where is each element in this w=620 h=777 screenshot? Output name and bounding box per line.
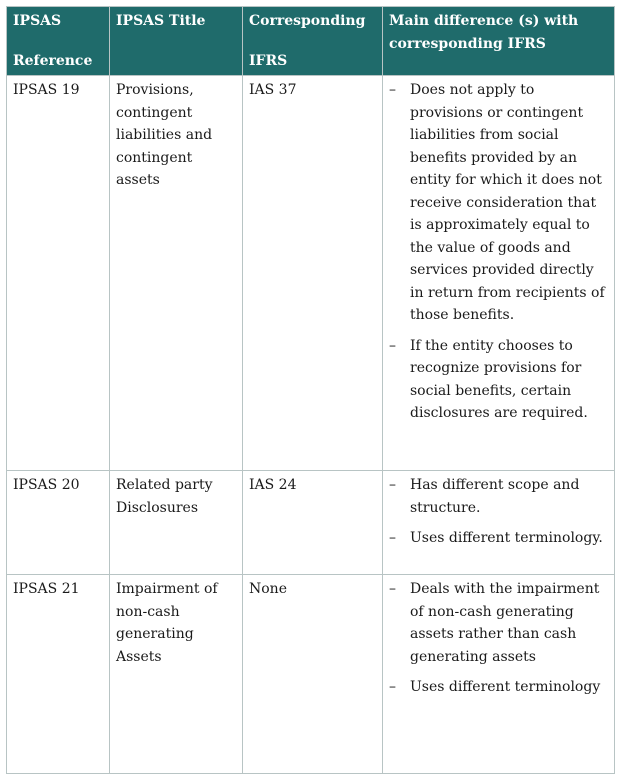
cell-ifrs: IAS 24 xyxy=(243,471,383,575)
dash-bullet: – xyxy=(389,477,396,493)
header-reference-line2: Reference xyxy=(13,53,93,69)
differences-list xyxy=(389,578,608,699)
difference-text: If the entity chooses to recognize provisions for social benefits, certain disclosures are required. xyxy=(410,337,588,421)
cell-differences xyxy=(383,471,615,575)
difference-text: Has different scope and structure. xyxy=(410,477,580,516)
list-item xyxy=(389,474,608,519)
dash-bullet: – xyxy=(389,530,396,546)
dash-bullet: – xyxy=(389,82,396,98)
cell-differences xyxy=(383,76,615,471)
header-ipsas-reference xyxy=(7,7,110,76)
header-row xyxy=(7,7,615,76)
cell-title: Impairment of non-cash generating Assets xyxy=(110,575,243,774)
dash-bullet: – xyxy=(389,581,396,597)
cell-reference: IPSAS 20 xyxy=(7,471,110,575)
table-row xyxy=(7,76,615,471)
dash-bullet: – xyxy=(389,679,396,695)
table-row xyxy=(7,575,615,774)
cell-ifrs: IAS 37 xyxy=(243,76,383,471)
difference-text: Uses different terminology. xyxy=(410,530,603,546)
cell-title: Provisions, contingent liabilities and contingent assets xyxy=(110,76,243,471)
list-item xyxy=(389,335,608,425)
list-item xyxy=(389,79,608,327)
header-ifrs-line2: IFRS xyxy=(249,53,288,69)
list-item xyxy=(389,676,608,699)
header-difference-text: Main difference (s) with corresponding IFRS xyxy=(389,13,579,52)
list-item xyxy=(389,578,608,668)
ipsas-ifrs-comparison-table xyxy=(6,6,615,774)
list-item xyxy=(389,527,608,550)
dash-bullet: – xyxy=(389,337,396,354)
cell-reference: IPSAS 19 xyxy=(7,76,110,471)
cell-differences xyxy=(383,575,615,774)
header-main-difference xyxy=(383,7,615,76)
cell-reference: IPSAS 21 xyxy=(7,575,110,774)
difference-text: Uses different terminology xyxy=(410,679,601,695)
header-corresponding-ifrs xyxy=(243,7,383,76)
cell-title: Related party Disclosures xyxy=(110,471,243,575)
header-title-text: IPSAS Title xyxy=(116,13,206,29)
differences-list xyxy=(389,474,608,550)
difference-text: Does not apply to provisions or contingent liabilities from social benefits provided by an entity for which it does not receive consideration that is approximately equal to the value of goods and services provided directly in return from recipients of those benefits. xyxy=(410,82,605,323)
difference-text: Deals with the impairment of non-cash generating assets rather than cash generating assets xyxy=(410,581,600,665)
header-ipsas-title xyxy=(110,7,243,76)
ipsas-comparison-table-wrapper xyxy=(6,6,615,774)
differences-list xyxy=(389,79,608,425)
table-row xyxy=(7,471,615,575)
header-reference-line1: IPSAS xyxy=(13,13,62,29)
header-ifrs-line1: Corresponding xyxy=(249,13,366,29)
cell-ifrs: None xyxy=(243,575,383,774)
